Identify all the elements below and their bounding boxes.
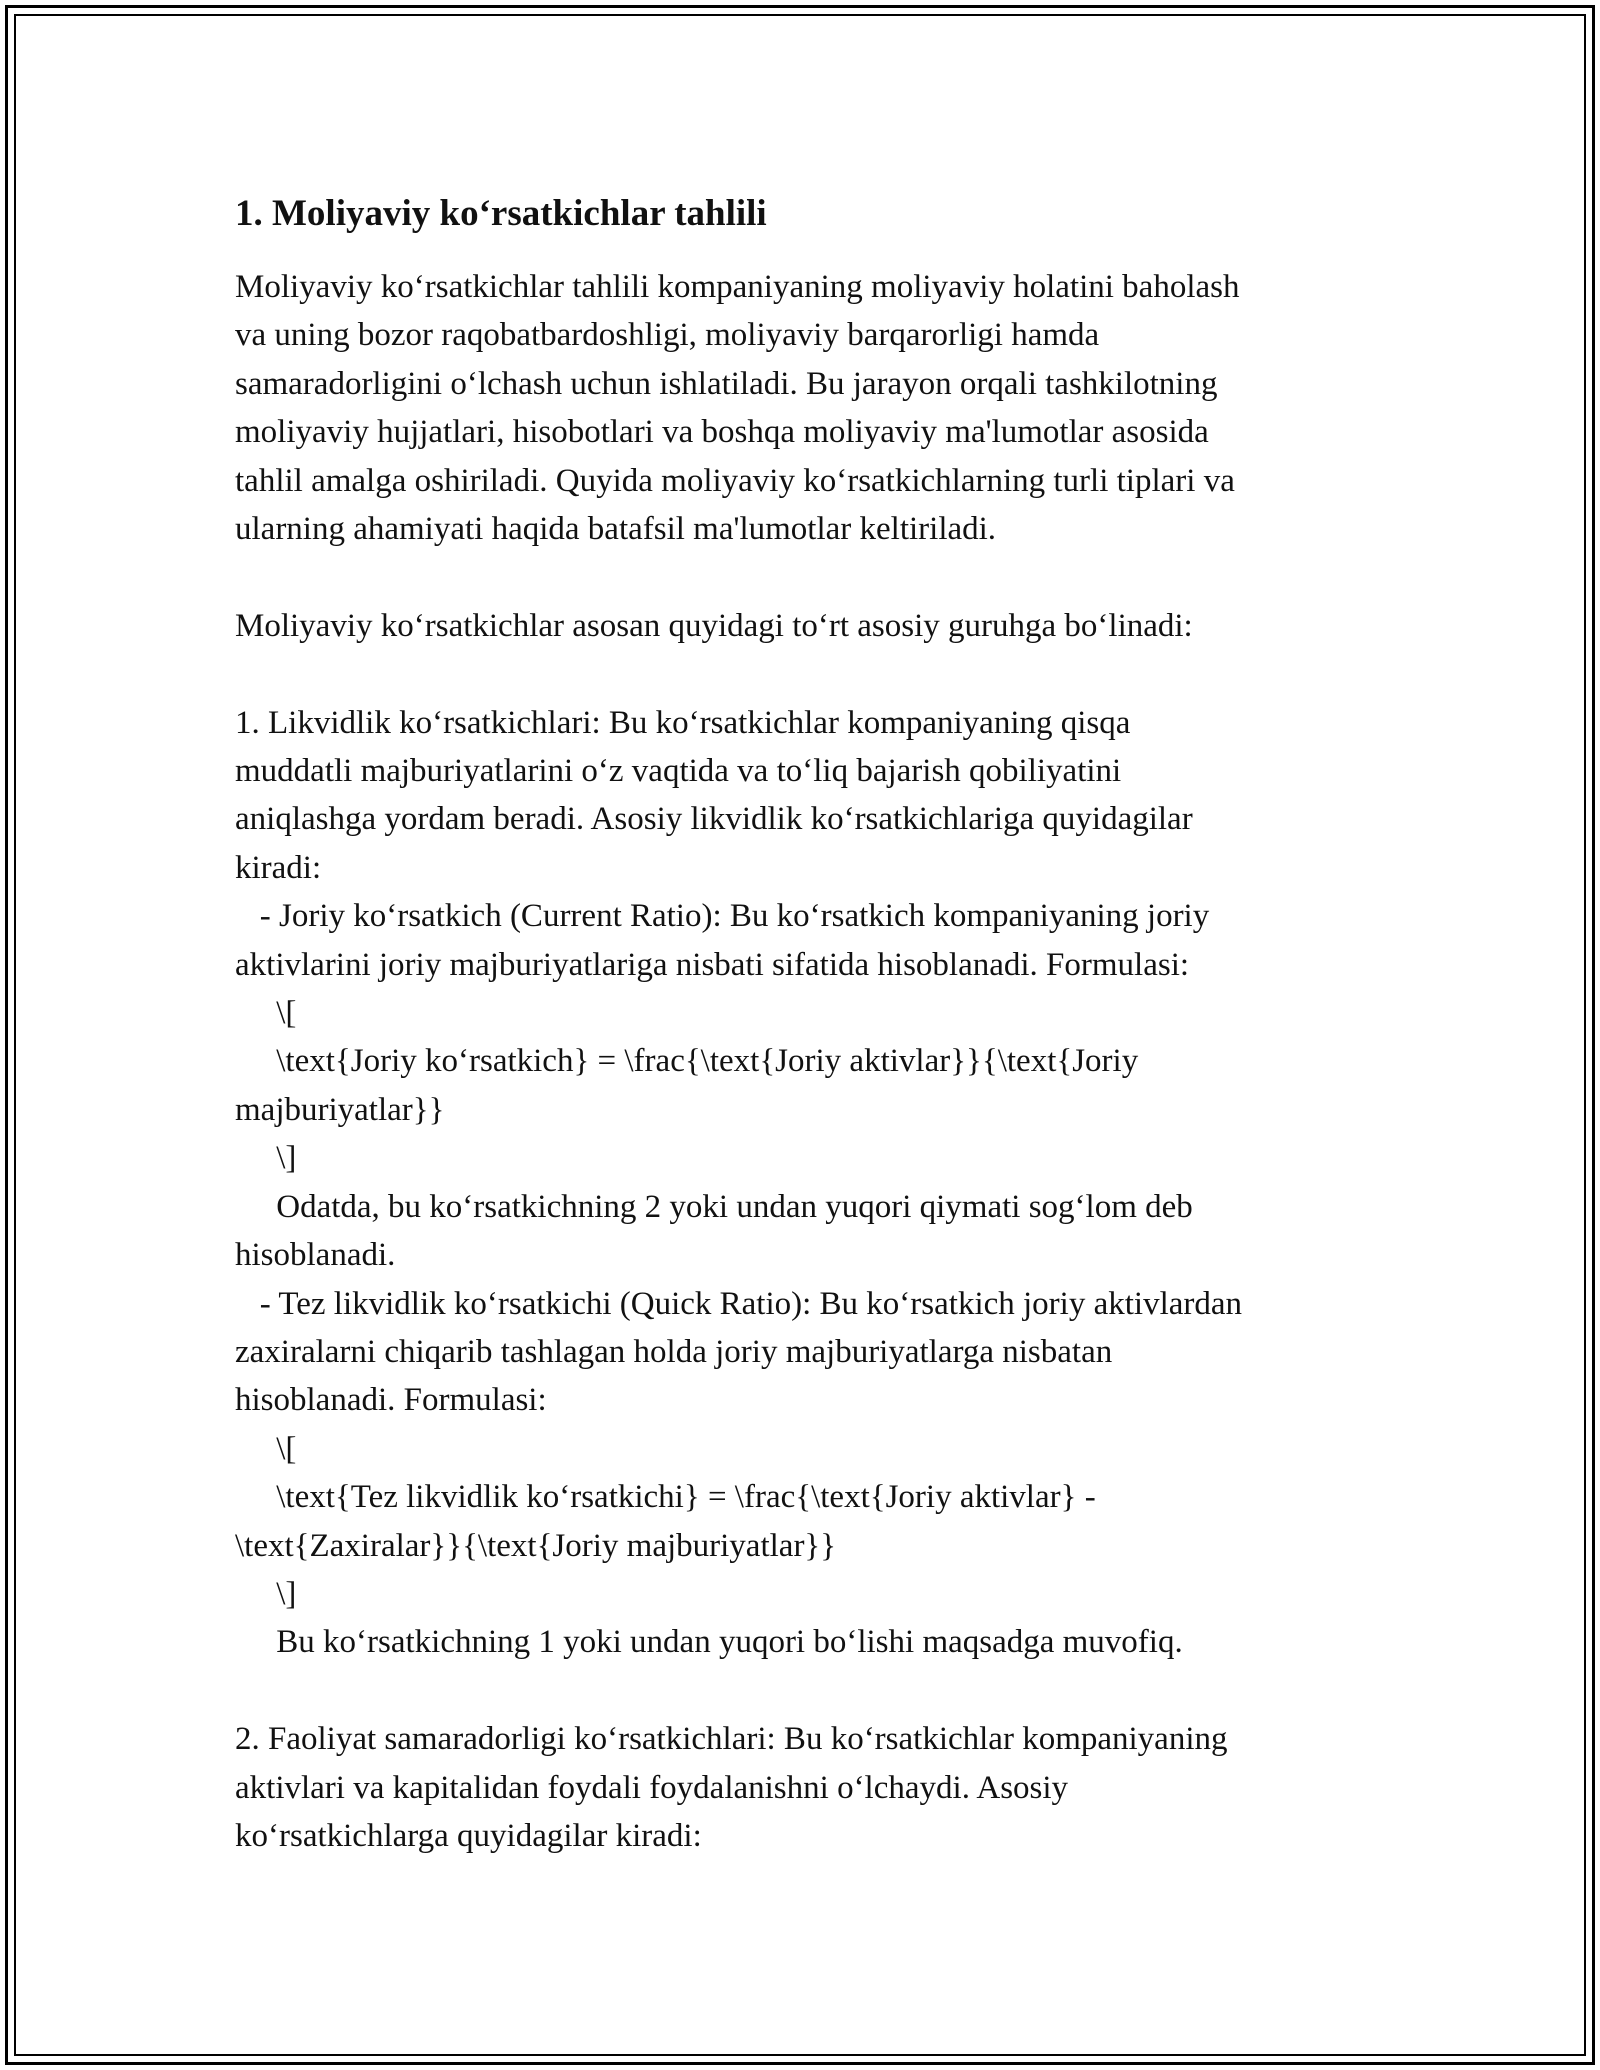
text-line: aktivlari va kapitalidan foydali foydalanishni oʻlchaydi. Asosiy — [235, 1769, 1069, 1806]
blank-line — [235, 553, 1365, 601]
text-line: Moliyaviy koʻrsatkichlar asosan quyidagi toʻrt asosiy guruhga boʻlinadi: — [235, 607, 1193, 644]
text-line: hisoblanadi. — [235, 1237, 396, 1274]
text-line: \[ — [235, 995, 297, 1032]
blank-line — [235, 1667, 1365, 1715]
text-line: aniqlashga yordam beradi. Asosiy likvidlik koʻrsatkichlariga quyidagilar — [235, 801, 1193, 838]
text-line: Odatda, bu koʻrsatkichning 2 yoki undan yuqori qiymati sogʻlom deb — [235, 1188, 1193, 1225]
text-line: Bu koʻrsatkichning 1 yoki undan yuqori boʻlishi maqsadga muvofiq. — [235, 1624, 1183, 1661]
text-line: - Joriy koʻrsatkich (Current Ratio): Bu koʻrsatkich kompaniyaning joriy — [235, 898, 1210, 935]
document-body — [235, 188, 1365, 1860]
text-line: majburiyatlar}} — [235, 1091, 445, 1128]
text-line: ularning ahamiyati haqida batafsil ma'lumotlar keltiriladi. — [235, 511, 997, 548]
text-line: \[ — [235, 1430, 297, 1467]
text-line: 1. Likvidlik koʻrsatkichlari: Bu koʻrsatkichlar kompaniyaning qisqa — [235, 704, 1131, 741]
text-line: samaradorligini oʻlchash uchun ishlatiladi. Bu jarayon orqali tashkilotning — [235, 365, 1218, 402]
text-line: koʻrsatkichlarga quyidagilar kiradi: — [235, 1817, 702, 1854]
document-text — [235, 263, 1365, 1860]
text-line: 2. Faoliyat samaradorligi koʻrsatkichlari: Bu koʻrsatkichlar kompaniyaning — [235, 1721, 1228, 1758]
text-line: zaxiralarni chiqarib tashlagan holda joriy majburiyatlarga nisbatan — [235, 1333, 1113, 1370]
text-line: aktivlarini joriy majburiyatlariga nisbati sifatida hisoblanadi. Formulasi: — [235, 946, 1190, 983]
text-line: kiradi: — [235, 849, 322, 886]
text-line: moliyaviy hujjatlari, hisobotlari va boshqa moliyaviy ma'lumotlar asosida — [235, 414, 1209, 451]
text-line: \] — [235, 1575, 297, 1612]
text-line: \text{Zaxiralar}}{\text{Joriy majburiyatlar}} — [235, 1527, 837, 1564]
text-line: \text{Joriy koʻrsatkich} = \frac{\text{Joriy aktivlar}}{\text{Joriy — [235, 1043, 1139, 1080]
text-line: tahlil amalga oshiriladi. Quyida moliyaviy koʻrsatkichlarning turli tiplari va — [235, 462, 1235, 499]
text-line: \] — [235, 1140, 297, 1177]
text-line: va uning bozor raqobatbardoshligi, moliyaviy barqarorligi hamda — [235, 317, 1100, 354]
text-line: hisoblanadi. Formulasi: — [235, 1382, 547, 1419]
section-heading: 1. Moliyaviy koʻrsatkichlar tahlili — [235, 193, 767, 234]
text-line: Moliyaviy koʻrsatkichlar tahlili kompaniyaning moliyaviy holatini baholash — [235, 269, 1240, 305]
blank-line — [235, 650, 1365, 698]
text-line: \text{Tez likvidlik koʻrsatkichi} = \frac{\text{Joriy aktivlar} - — [235, 1479, 1096, 1516]
text-line: muddatli majburiyatlarini oʻz vaqtida va toʻliq bajarish qobiliyatini — [235, 753, 1122, 790]
text-line: - Tez likvidlik koʻrsatkichi (Quick Ratio): Bu koʻrsatkich joriy aktivlardan — [235, 1285, 1243, 1322]
